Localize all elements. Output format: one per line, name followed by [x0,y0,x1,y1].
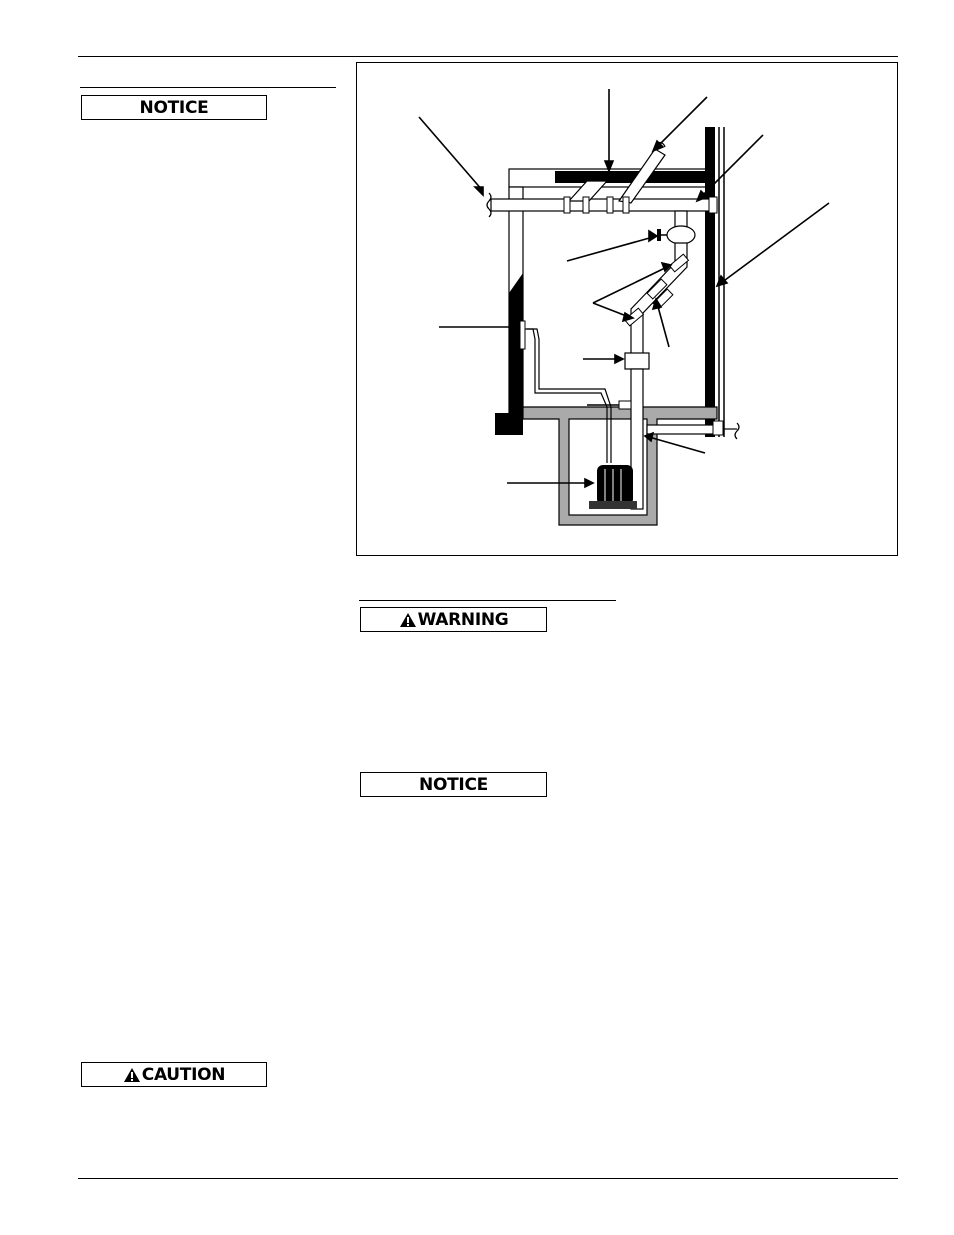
caution-triangle-icon [123,1067,141,1083]
caution-label-text: CAUTION [141,1064,226,1085]
notice-label-text-right: NOTICE [419,774,488,795]
notice-label-box [81,95,267,120]
notice-label-box-right [360,772,547,797]
sump-pump-diagram [356,62,898,556]
warning-label-box [360,607,547,632]
left-section-rule [80,87,336,88]
warning-label-text: WARNING [417,609,509,630]
caution-label-box [81,1062,267,1087]
right-section-rule [359,600,616,601]
bottom-page-rule [78,1178,898,1179]
notice-label-text: NOTICE [139,97,209,118]
top-page-rule [78,56,898,57]
warning-triangle-icon [399,612,417,628]
